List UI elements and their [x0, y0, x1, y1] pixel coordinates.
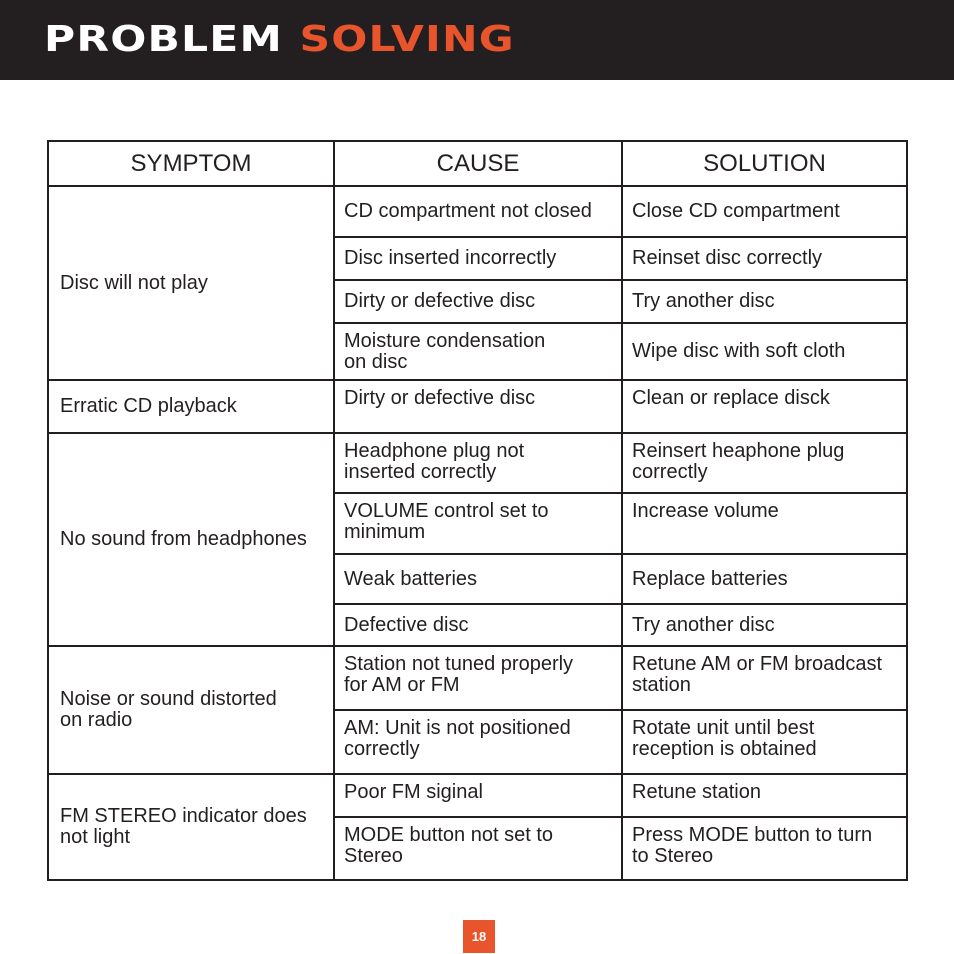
symptom-cell: Erratic CD playback [48, 380, 334, 433]
table-row [48, 774, 907, 817]
cause-cell: AM: Unit is not positioned correctly [334, 710, 622, 774]
solution-cell: Replace batteries [622, 554, 907, 604]
cause-cell: Weak batteries [334, 554, 622, 604]
solution-cell: Clean or replace disck [622, 380, 907, 433]
cause-cell: Dirty or defective disc [334, 280, 622, 323]
solution-cell: Wipe disc with soft cloth [622, 323, 907, 380]
cause-cell: Dirty or defective disc [334, 380, 622, 433]
solution-cell: Close CD compartment [622, 186, 907, 237]
cause-cell: Disc inserted incorrectly [334, 237, 622, 280]
cause-cell: Poor FM siginal [334, 774, 622, 817]
title-word-problem: PROBLEM [44, 19, 283, 60]
symptom-cell: Disc will not play [48, 186, 334, 380]
page-number: 18 [463, 920, 495, 953]
cause-cell: Moisture condensation on disc [334, 323, 622, 380]
solution-cell: Increase volume [622, 493, 907, 554]
symptom-cell: Noise or sound distorted on radio [48, 646, 334, 774]
solution-cell: Rotate unit until best reception is obtained [622, 710, 907, 774]
troubleshooting-table [47, 140, 908, 881]
table-row [48, 433, 907, 493]
solution-cell: Press MODE button to turn to Stereo [622, 817, 907, 880]
symptom-cell: FM STEREO indicator does not light [48, 774, 334, 880]
cause-cell: Station not tuned properly for AM or FM [334, 646, 622, 710]
cause-cell: Defective disc [334, 604, 622, 646]
column-header-symptom: SYMPTOM [48, 141, 334, 186]
table-row [48, 380, 907, 433]
table-row [48, 646, 907, 710]
symptom-cell: No sound from headphones [48, 433, 334, 646]
cause-cell: MODE button not set to Stereo [334, 817, 622, 880]
column-header-cause: CAUSE [334, 141, 622, 186]
solution-cell: Retune AM or FM broadcast station [622, 646, 907, 710]
cause-cell: CD compartment not closed [334, 186, 622, 237]
table-header-row [48, 141, 907, 186]
title-word-solving: SOLVING [299, 19, 515, 60]
cause-cell: Headphone plug not inserted correctly [334, 433, 622, 493]
solution-cell: Reinset disc correctly [622, 237, 907, 280]
solution-cell: Try another disc [622, 604, 907, 646]
solution-cell: Retune station [622, 774, 907, 817]
page-header [0, 0, 954, 80]
table-row [48, 186, 907, 237]
cause-cell: VOLUME control set to minimum [334, 493, 622, 554]
column-header-solution: SOLUTION [622, 141, 907, 186]
solution-cell: Reinsert heaphone plug correctly [622, 433, 907, 493]
solution-cell: Try another disc [622, 280, 907, 323]
page-title [44, 18, 515, 62]
